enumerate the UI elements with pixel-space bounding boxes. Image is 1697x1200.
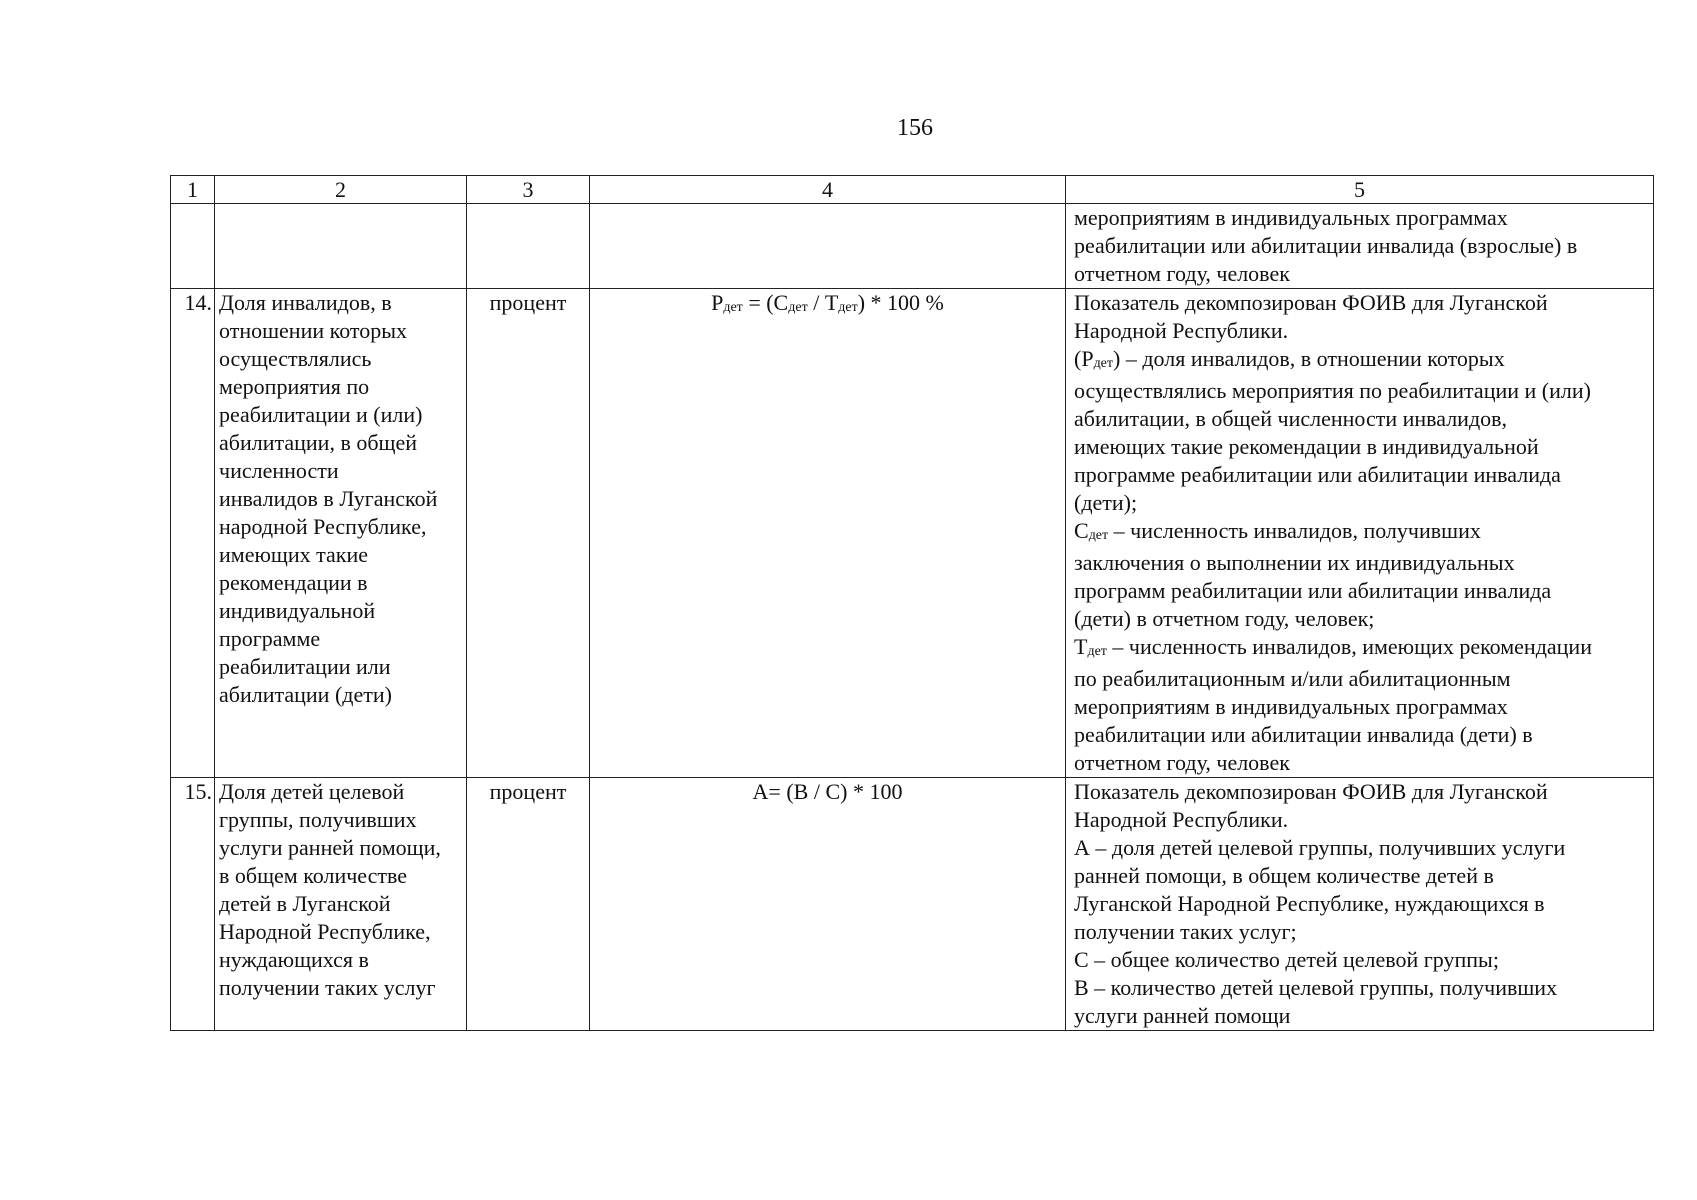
row-number-cell: 14. <box>171 289 215 778</box>
column-header: 5 <box>1066 176 1654 204</box>
column-header: 4 <box>590 176 1066 204</box>
description-line: абилитации, в общей численности инвалидов, <box>1074 406 1508 431</box>
indicator-line: услуги ранней помощи, <box>219 835 441 860</box>
description-line: (дети) в отчетном году, человек; <box>1074 606 1375 631</box>
indicator-line: инвалидов в Луганской <box>219 486 438 511</box>
description-line: Народной Республики. <box>1074 807 1289 832</box>
variable-symbol: С <box>1074 518 1089 543</box>
table-header-row <box>171 176 1654 204</box>
unit-cell: процент <box>467 289 590 778</box>
description-line: программе реабилитации или абилитации инвалида <box>1074 462 1561 487</box>
indicator-line: Доля детей целевой <box>219 779 405 804</box>
unit-cell <box>467 204 590 289</box>
description-line: программ реабилитации или абилитации инвалида <box>1074 578 1552 603</box>
indicator-cell <box>215 778 467 1031</box>
variable-definition: – численность инвалидов, получивших <box>1108 518 1481 543</box>
indicator-line: группы, получивших <box>219 807 417 832</box>
formula-subscript: дет <box>723 300 743 315</box>
indicator-line: Доля инвалидов, в <box>219 290 392 315</box>
indicator-line: нуждающихся в <box>219 947 369 972</box>
description-line: С – общее количество детей целевой группы; <box>1074 947 1499 972</box>
description-cell <box>1066 204 1654 289</box>
description-line: мероприятиям в индивидуальных программах <box>1074 694 1508 719</box>
indicator-line: рекомендации в <box>219 570 368 595</box>
variable-subscript: дет <box>1088 528 1109 543</box>
indicator-line: осуществлялись <box>219 346 372 371</box>
indicator-line: получении таких услуг <box>219 975 436 1000</box>
indicator-line: реабилитации или <box>219 654 391 679</box>
column-header: 3 <box>467 176 590 204</box>
indicators-table <box>170 175 1654 1031</box>
column-header: 2 <box>215 176 467 204</box>
formula-text: ) * 100 % <box>857 290 944 315</box>
formula-cell <box>590 289 1066 778</box>
indicator-cell <box>215 204 467 289</box>
variable-subscript: дет <box>1087 644 1107 659</box>
formula-text: / Т <box>807 290 839 315</box>
indicator-line: мероприятия по <box>219 374 370 399</box>
description-line: по реабилитационным и/или абилитационным <box>1074 666 1511 691</box>
indicator-line: имеющих такие <box>219 542 368 567</box>
variable-symbol: (Р <box>1074 346 1094 371</box>
description-line: Показатель декомпозирован ФОИВ для Луганской <box>1074 779 1548 804</box>
description-line: А – доля детей целевой группы, получивших услуги <box>1074 835 1566 860</box>
description-line: отчетном году, человек <box>1074 750 1290 775</box>
description-line <box>1074 633 1649 665</box>
description-line: В – количество детей целевой группы, получивших <box>1074 975 1558 1000</box>
indicator-line: в общем количестве <box>219 863 408 888</box>
description-line <box>1074 517 1649 549</box>
formula-symbol: Р <box>711 290 724 315</box>
indicator-line: отношении которых <box>219 318 408 343</box>
description-line: Показатель декомпозирован ФОИВ для Луганской <box>1074 290 1548 315</box>
page-number: 156 <box>897 115 933 141</box>
description-line <box>1074 345 1649 377</box>
formula-subscript: дет <box>838 300 858 315</box>
variable-definition: – численность инвалидов, имеющих рекомендации <box>1106 634 1592 659</box>
table-row <box>171 204 1654 289</box>
indicator-line: народной Республике, <box>219 514 427 539</box>
indicator-line: индивидуальной <box>219 598 376 623</box>
table-row <box>171 778 1654 1031</box>
variable-symbol: Т <box>1074 634 1088 659</box>
formula-cell <box>590 204 1066 289</box>
variable-definition: ) – доля инвалидов, в отношении которых <box>1113 346 1505 371</box>
description-line: осуществлялись мероприятия по реабилитации и (или) <box>1074 378 1591 403</box>
indicator-line: абилитации (дети) <box>219 682 392 707</box>
indicator-line: численности <box>219 458 339 483</box>
description-line: ранней помощи, в общем количестве детей в <box>1074 863 1494 888</box>
indicator-line: Народной Республике, <box>219 919 431 944</box>
description-line: заключения о выполнении их индивидуальных <box>1074 550 1515 575</box>
description-line: мероприятиям в индивидуальных программах <box>1074 205 1508 230</box>
indicator-line: детей в Луганской <box>219 891 391 916</box>
description-line: Луганской Народной Республике, нуждающихся в <box>1074 891 1545 916</box>
formula-text: = (С <box>742 290 789 315</box>
row-number-cell <box>171 204 215 289</box>
table-row <box>171 289 1654 778</box>
indicator-line: программе <box>219 626 321 651</box>
indicator-line: реабилитации и (или) <box>219 402 423 427</box>
description-line: отчетном году, человек <box>1074 261 1290 286</box>
description-line: реабилитации или абилитации инвалида (взрослые) в <box>1074 233 1578 258</box>
indicator-cell <box>215 289 467 778</box>
indicator-line: абилитации, в общей <box>219 430 418 455</box>
description-cell <box>1066 778 1654 1031</box>
variable-subscript: дет <box>1093 356 1114 371</box>
description-cell <box>1066 289 1654 778</box>
formula-cell: А= (В / С) * 100 <box>590 778 1066 1031</box>
formula-subscript: дет <box>788 300 808 315</box>
row-number-cell: 15. <box>171 778 215 1031</box>
unit-cell: процент <box>467 778 590 1031</box>
description-line: (дети); <box>1074 490 1138 515</box>
column-header: 1 <box>171 176 215 204</box>
description-line: получении таких услуг; <box>1074 919 1297 944</box>
description-line: реабилитации или абилитации инвалида (дети) в <box>1074 722 1533 747</box>
description-line: услуги ранней помощи <box>1074 1003 1291 1028</box>
description-line: имеющих такие рекомендации в индивидуальной <box>1074 434 1539 459</box>
description-line: Народной Республики. <box>1074 318 1289 343</box>
